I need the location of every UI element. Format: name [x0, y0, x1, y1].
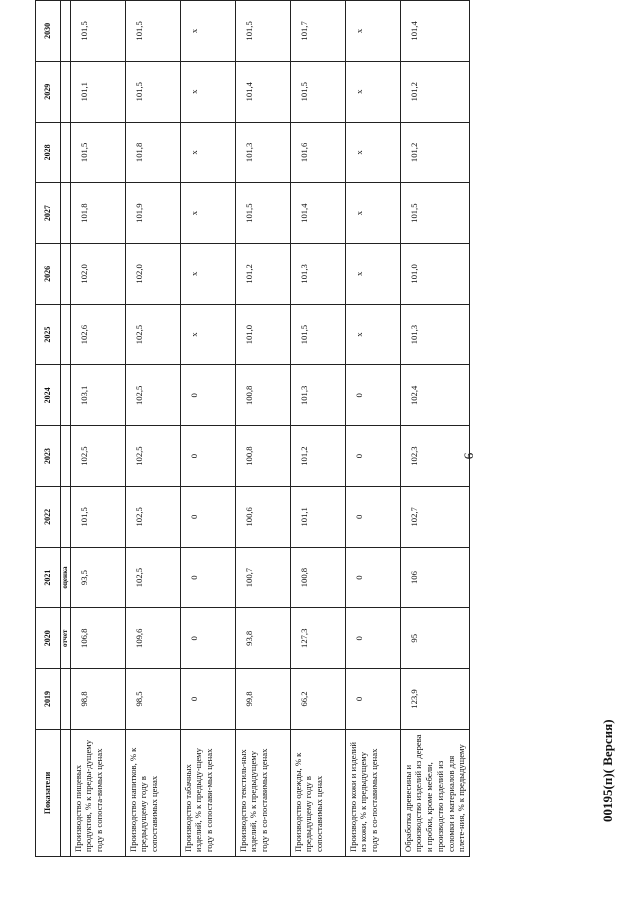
blank-cell: [61, 1, 71, 62]
blank-cell: [61, 183, 71, 244]
value-cell: 102,6: [70, 304, 125, 365]
value-cell: 101,3: [235, 122, 290, 183]
blank-cell: [61, 61, 71, 122]
value-cell: 123,9: [400, 669, 469, 730]
table-row: [345, 1, 400, 857]
value-cell: 102,4: [400, 365, 469, 426]
year-header: 2029: [36, 61, 61, 122]
indicator-header: Показатели: [36, 729, 61, 856]
value-cell: 101,5: [125, 1, 180, 62]
value-cell: 102,7: [400, 486, 469, 547]
value-cell: х: [345, 183, 400, 244]
notes-row: [61, 1, 71, 857]
year-header: 2026: [36, 244, 61, 305]
year-header: 2020: [36, 608, 61, 669]
value-cell: 101,5: [290, 61, 345, 122]
value-cell: 101,3: [290, 244, 345, 305]
value-cell: 100,8: [235, 365, 290, 426]
year-header: 2021: [36, 547, 61, 608]
table-header-row: [36, 1, 61, 857]
value-cell: 100,8: [290, 547, 345, 608]
blank-cell: [61, 122, 71, 183]
value-cell: 102,5: [125, 365, 180, 426]
value-cell: 101,5: [235, 1, 290, 62]
value-cell: 106: [400, 547, 469, 608]
value-cell: 102,5: [125, 486, 180, 547]
value-cell: х: [180, 304, 235, 365]
value-cell: 101,2: [235, 244, 290, 305]
value-cell: х: [345, 244, 400, 305]
value-cell: 95: [400, 608, 469, 669]
value-cell: 101,2: [400, 122, 469, 183]
year-header: 2022: [36, 486, 61, 547]
year-header: 2023: [36, 426, 61, 487]
indicators-table: [35, 0, 470, 857]
value-cell: 101,0: [400, 244, 469, 305]
value-cell: 101,9: [125, 183, 180, 244]
value-cell: 101,5: [70, 1, 125, 62]
value-cell: 0: [180, 486, 235, 547]
value-cell: 101,2: [400, 61, 469, 122]
value-cell: 101,8: [125, 122, 180, 183]
value-cell: 101,2: [290, 426, 345, 487]
value-cell: 98,8: [70, 669, 125, 730]
value-cell: 127,3: [290, 608, 345, 669]
indicator-name: Производство одежды, % к предыдущему году в сопоставимых ценах: [290, 729, 345, 856]
document-code: 00195(п)( Версия): [600, 719, 615, 822]
indicator-name: Производство табачных изделий, % к предыду-щему году в сопостави-мых ценах: [180, 729, 235, 856]
value-cell: 102,5: [70, 426, 125, 487]
indicator-name: Производство текстиль-ных изделий, % к предыдущему году в со-поставимых ценах: [235, 729, 290, 856]
value-cell: 103,1: [70, 365, 125, 426]
indicator-name: Производство напитков, % к предыдущему году в сопоставимых ценах: [125, 729, 180, 856]
table-body: [61, 1, 470, 857]
blank-cell: [61, 244, 71, 305]
value-cell: 101,3: [400, 304, 469, 365]
value-cell: 101,5: [290, 304, 345, 365]
value-cell: 101,1: [290, 486, 345, 547]
value-cell: 106,8: [70, 608, 125, 669]
value-cell: 101,5: [70, 122, 125, 183]
value-cell: 0: [345, 426, 400, 487]
blank-cell: [61, 669, 71, 730]
table-row: [235, 1, 290, 857]
blank-cell: [61, 365, 71, 426]
value-cell: х: [180, 244, 235, 305]
value-cell: х: [345, 1, 400, 62]
year-header: 2030: [36, 1, 61, 62]
table-row: [70, 1, 125, 857]
value-cell: 100,7: [235, 547, 290, 608]
value-cell: 101,5: [125, 61, 180, 122]
value-cell: 101,3: [290, 365, 345, 426]
value-cell: х: [180, 122, 235, 183]
year-header: 2028: [36, 122, 61, 183]
value-cell: 102,0: [70, 244, 125, 305]
value-cell: 0: [345, 365, 400, 426]
value-cell: 102,5: [125, 547, 180, 608]
value-cell: 98,5: [125, 669, 180, 730]
value-cell: х: [345, 304, 400, 365]
value-cell: 102,5: [125, 426, 180, 487]
value-cell: 109,6: [125, 608, 180, 669]
value-cell: 101,5: [235, 183, 290, 244]
value-cell: 101,6: [290, 122, 345, 183]
value-cell: 101,5: [70, 486, 125, 547]
blank-cell: [61, 426, 71, 487]
value-cell: 99,8: [235, 669, 290, 730]
value-cell: 0: [180, 365, 235, 426]
value-cell: 101,4: [400, 1, 469, 62]
blank-cell: [61, 304, 71, 365]
value-cell: 101,0: [235, 304, 290, 365]
value-cell: 101,1: [70, 61, 125, 122]
value-cell: 93,8: [235, 608, 290, 669]
value-cell: 0: [345, 547, 400, 608]
value-cell: 93,5: [70, 547, 125, 608]
indicator-name: Производство кожи и изделий из кожи, % к предыдущему году в со-поставимых ценах: [345, 729, 400, 856]
year-header: 2019: [36, 669, 61, 730]
blank-cell: [61, 729, 71, 856]
value-cell: 0: [180, 547, 235, 608]
value-cell: х: [180, 61, 235, 122]
value-cell: 102,0: [125, 244, 180, 305]
value-cell: х: [180, 1, 235, 62]
year-header: 2027: [36, 183, 61, 244]
value-cell: 66,2: [290, 669, 345, 730]
estimate-note: оценка: [61, 547, 71, 608]
table-row: [290, 1, 345, 857]
value-cell: 0: [180, 426, 235, 487]
value-cell: 100,8: [235, 426, 290, 487]
table-row: [180, 1, 235, 857]
value-cell: 0: [345, 608, 400, 669]
report-note: отчет: [61, 608, 71, 669]
value-cell: 101,8: [70, 183, 125, 244]
value-cell: 0: [345, 486, 400, 547]
value-cell: 101,5: [400, 183, 469, 244]
indicator-name: Обработка древесины и производство изделий из дерева и пробки, кроме мебели, производство изделий из соломки и материалов для плете-ния, % к предыдущему: [400, 729, 469, 856]
value-cell: 102,5: [125, 304, 180, 365]
value-cell: х: [180, 183, 235, 244]
blank-cell: [61, 486, 71, 547]
value-cell: 100,6: [235, 486, 290, 547]
year-header: 2024: [36, 365, 61, 426]
year-header: 2025: [36, 304, 61, 365]
value-cell: 0: [180, 669, 235, 730]
value-cell: 101,4: [235, 61, 290, 122]
value-cell: х: [345, 122, 400, 183]
table-row: [125, 1, 180, 857]
table-row: [400, 1, 469, 857]
value-cell: 0: [345, 669, 400, 730]
value-cell: 0: [180, 608, 235, 669]
page-number: 9: [461, 452, 477, 460]
value-cell: 101,4: [290, 183, 345, 244]
indicator-name: Производство пищевых продуктов, % к преды-дущему году в сопоста-вимых ценах: [70, 729, 125, 856]
value-cell: 102,3: [400, 426, 469, 487]
value-cell: 101,7: [290, 1, 345, 62]
value-cell: х: [345, 61, 400, 122]
